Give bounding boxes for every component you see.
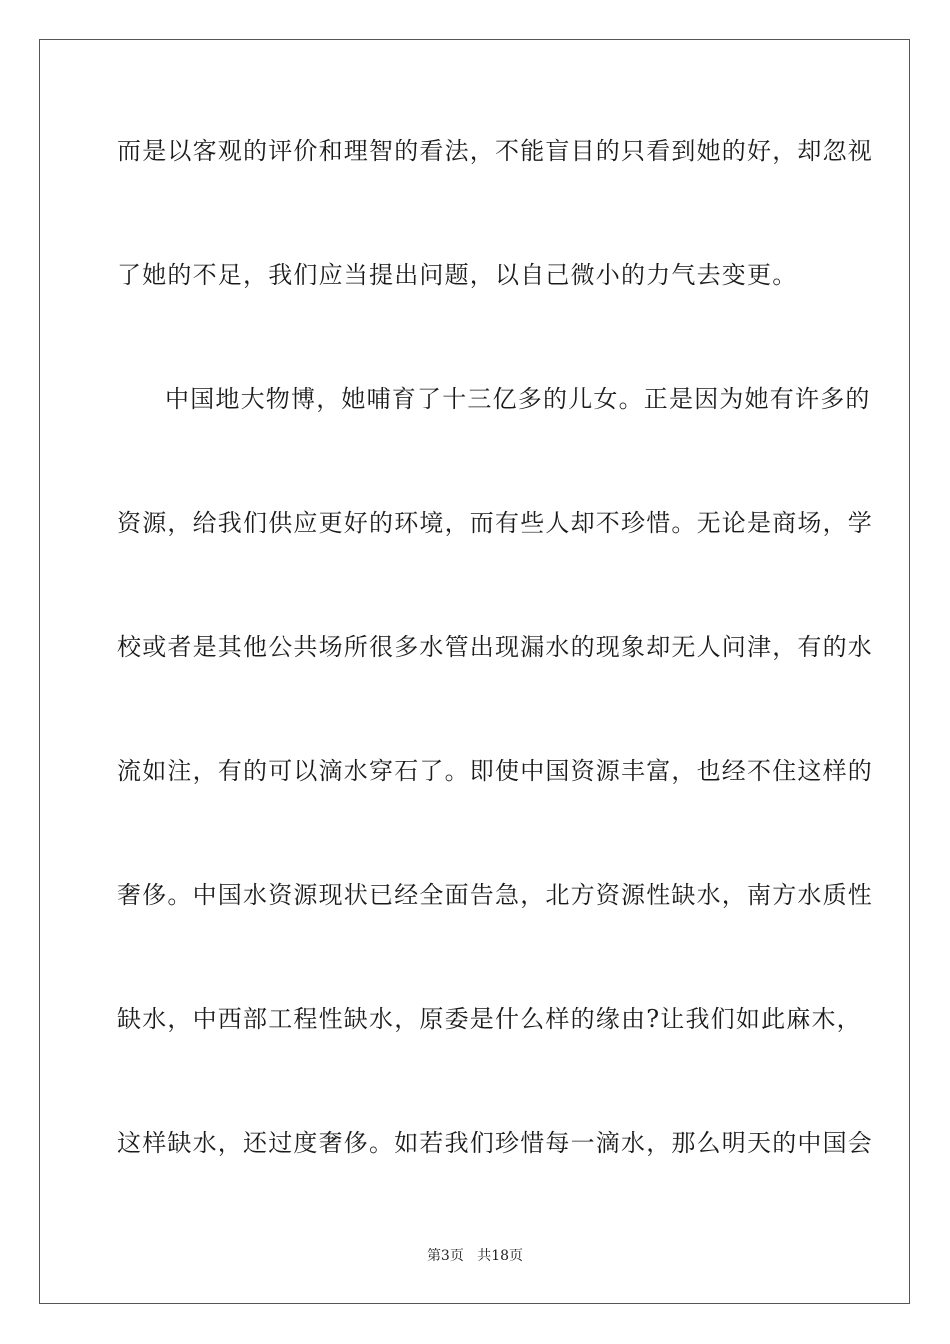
paragraph-line: 中国地大物博，她哺育了十三亿多的儿女。正是因为她有许多的 (165, 385, 871, 413)
paragraph-line: 奢侈。中国水资源现状已经全面告急，北方资源性缺水，南方水质性 (117, 881, 873, 909)
paragraph-line: 而是以客观的评价和理智的看法，不能盲目的只看到她的好，却忽视 (117, 137, 873, 165)
paragraph-line: 资源，给我们供应更好的环境，而有些人却不珍惜。无论是商场，学 (117, 509, 873, 537)
page-footer (0, 1246, 950, 1266)
paragraph-line: 了她的不足，我们应当提出问题，以自己微小的力气去变更。 (117, 261, 798, 289)
total-pages: 共18页 (477, 1248, 524, 1264)
paragraph-line: 流如注，有的可以滴水穿石了。即使中国资源丰富，也经不住这样的 (117, 757, 873, 785)
page-number: 第3页 (426, 1248, 464, 1264)
page-frame (39, 39, 910, 1304)
paragraph-line: 缺水，中西部工程性缺水，原委是什么样的缘由?让我们如此麻木， (117, 1005, 862, 1033)
paragraph-line: 这样缺水，还过度奢侈。如若我们珍惜每一滴水，那么明天的中国会 (117, 1129, 873, 1157)
paragraph-line: 校或者是其他公共场所很多水管出现漏水的现象却无人问津，有的水 (117, 633, 873, 661)
